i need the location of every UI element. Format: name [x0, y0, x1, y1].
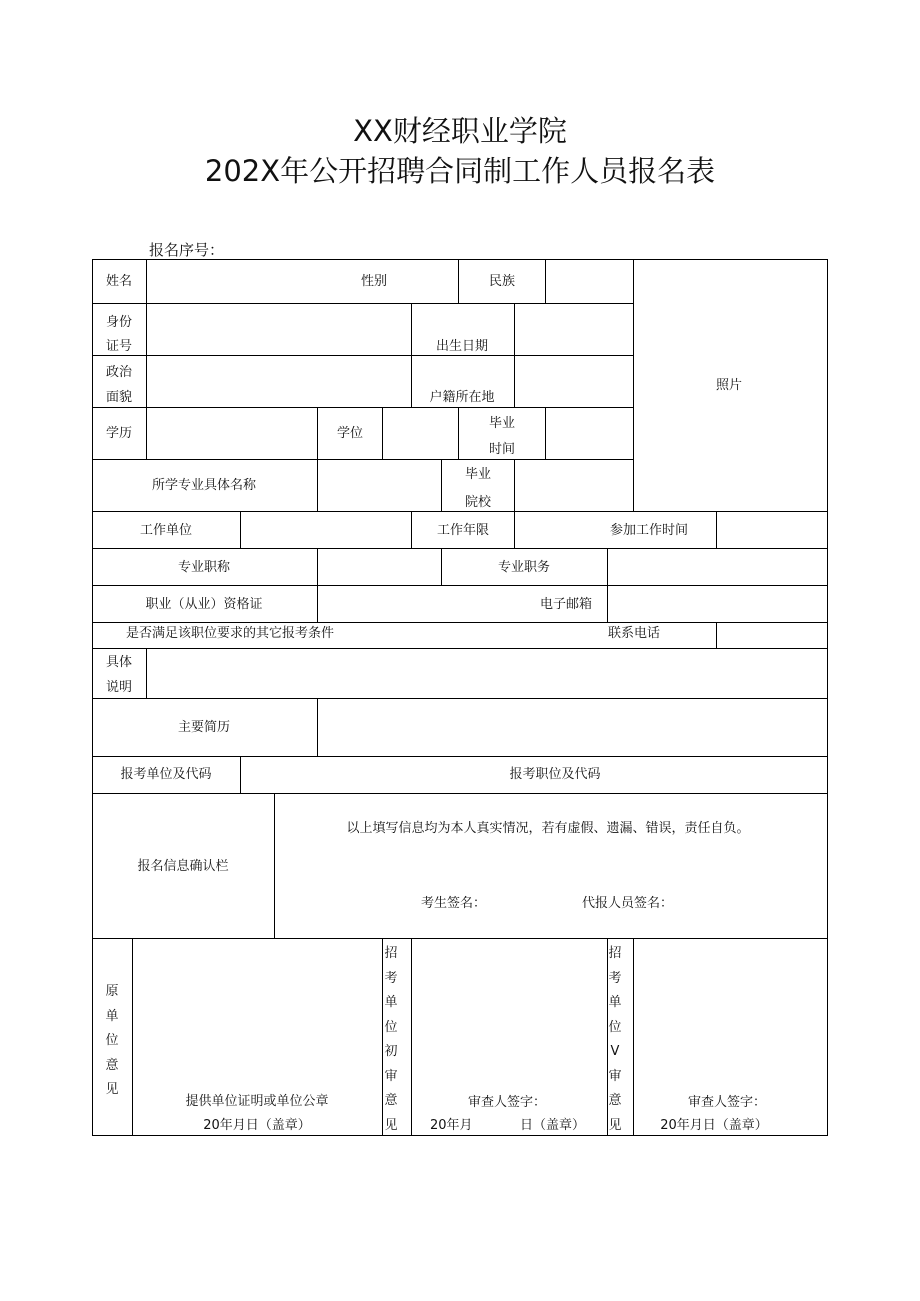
original-unit-date: 20年月日（盖章） [203, 1118, 311, 1133]
review-date-1-part1: 20年月 [430, 1118, 473, 1133]
initial-review-opinion-label: 招考单位初审意见 [384, 946, 398, 1133]
photo-label: 照片 [715, 378, 743, 393]
detail-label-line2: 说明 [105, 680, 133, 695]
degree-label: 学位 [336, 426, 364, 441]
work-years-label: 工作年限 [436, 523, 490, 538]
school-label-line2: 院校 [464, 495, 492, 510]
original-unit-opinion-label: 原单位意见 [105, 984, 119, 1097]
candidate-signature-label: 考生签名： [421, 896, 487, 911]
political-status-label-line1: 政治 [105, 365, 133, 380]
reviewer-signature-label-1: 审查人签字： [467, 1095, 547, 1110]
confirmation-statement: 以上填写信息均为本人真实情况，若有虚假、遗漏、错误，责任自负。 [346, 821, 750, 836]
review-date-1-part2: 日（盖章） [520, 1118, 586, 1133]
proxy-signature-label: 代报人员签名： [582, 896, 674, 911]
id-number-label-line1: 身份 [105, 315, 133, 330]
form-title-main: 202X年公开招聘合同制工作人员报名表 [204, 154, 716, 188]
qualification-label: 职业（从业）资格证 [145, 597, 263, 612]
professional-title-label: 专业职称 [177, 560, 231, 575]
birth-date-label: 出生日期 [435, 339, 489, 354]
review-date-2: 20年月日（盖章） [660, 1118, 768, 1133]
apply-position-label: 报考职位及代码 [509, 767, 601, 782]
confirmation-label: 报名信息确认栏 [137, 859, 229, 874]
original-unit-note: 提供单位证明或单位公章 [185, 1094, 329, 1109]
ethnicity-label: 民族 [488, 274, 516, 289]
education-label: 学历 [105, 426, 133, 441]
resume-label: 主要简历 [177, 720, 231, 735]
reviewer-signature-label-2: 审查人签字： [687, 1095, 767, 1110]
apply-unit-label: 报考单位及代码 [120, 767, 212, 782]
id-number-label-line2: 证号 [105, 339, 133, 354]
work-unit-label: 工作单位 [139, 523, 193, 538]
email-label: 电子邮箱 [539, 597, 593, 612]
gender-label: 性别 [360, 274, 388, 289]
phone-label: 联系电话 [607, 626, 661, 641]
household-label: 户籍所在地 [429, 390, 495, 405]
school-label-line1: 毕业 [464, 467, 492, 482]
other-conditions-label: 是否满足该职位要求的其它报考条件 [125, 626, 335, 641]
name-label: 姓名 [105, 274, 133, 289]
major-label: 所学专业具体名称 [151, 478, 257, 493]
detail-label-line1: 具体 [105, 655, 133, 670]
graduation-time-label-line2: 时间 [488, 442, 516, 457]
form-title-school: XX财经职业学院 [353, 114, 567, 148]
serial-number-label: 报名序号： [149, 241, 225, 259]
professional-duty-label: 专业职务 [497, 560, 551, 575]
final-review-opinion-label: 招考单位V审意见 [608, 946, 622, 1133]
political-status-label-line2: 面貌 [105, 390, 133, 405]
graduation-time-label-line1: 毕业 [488, 416, 516, 431]
work-start-time-label: 参加工作时间 [609, 523, 689, 538]
